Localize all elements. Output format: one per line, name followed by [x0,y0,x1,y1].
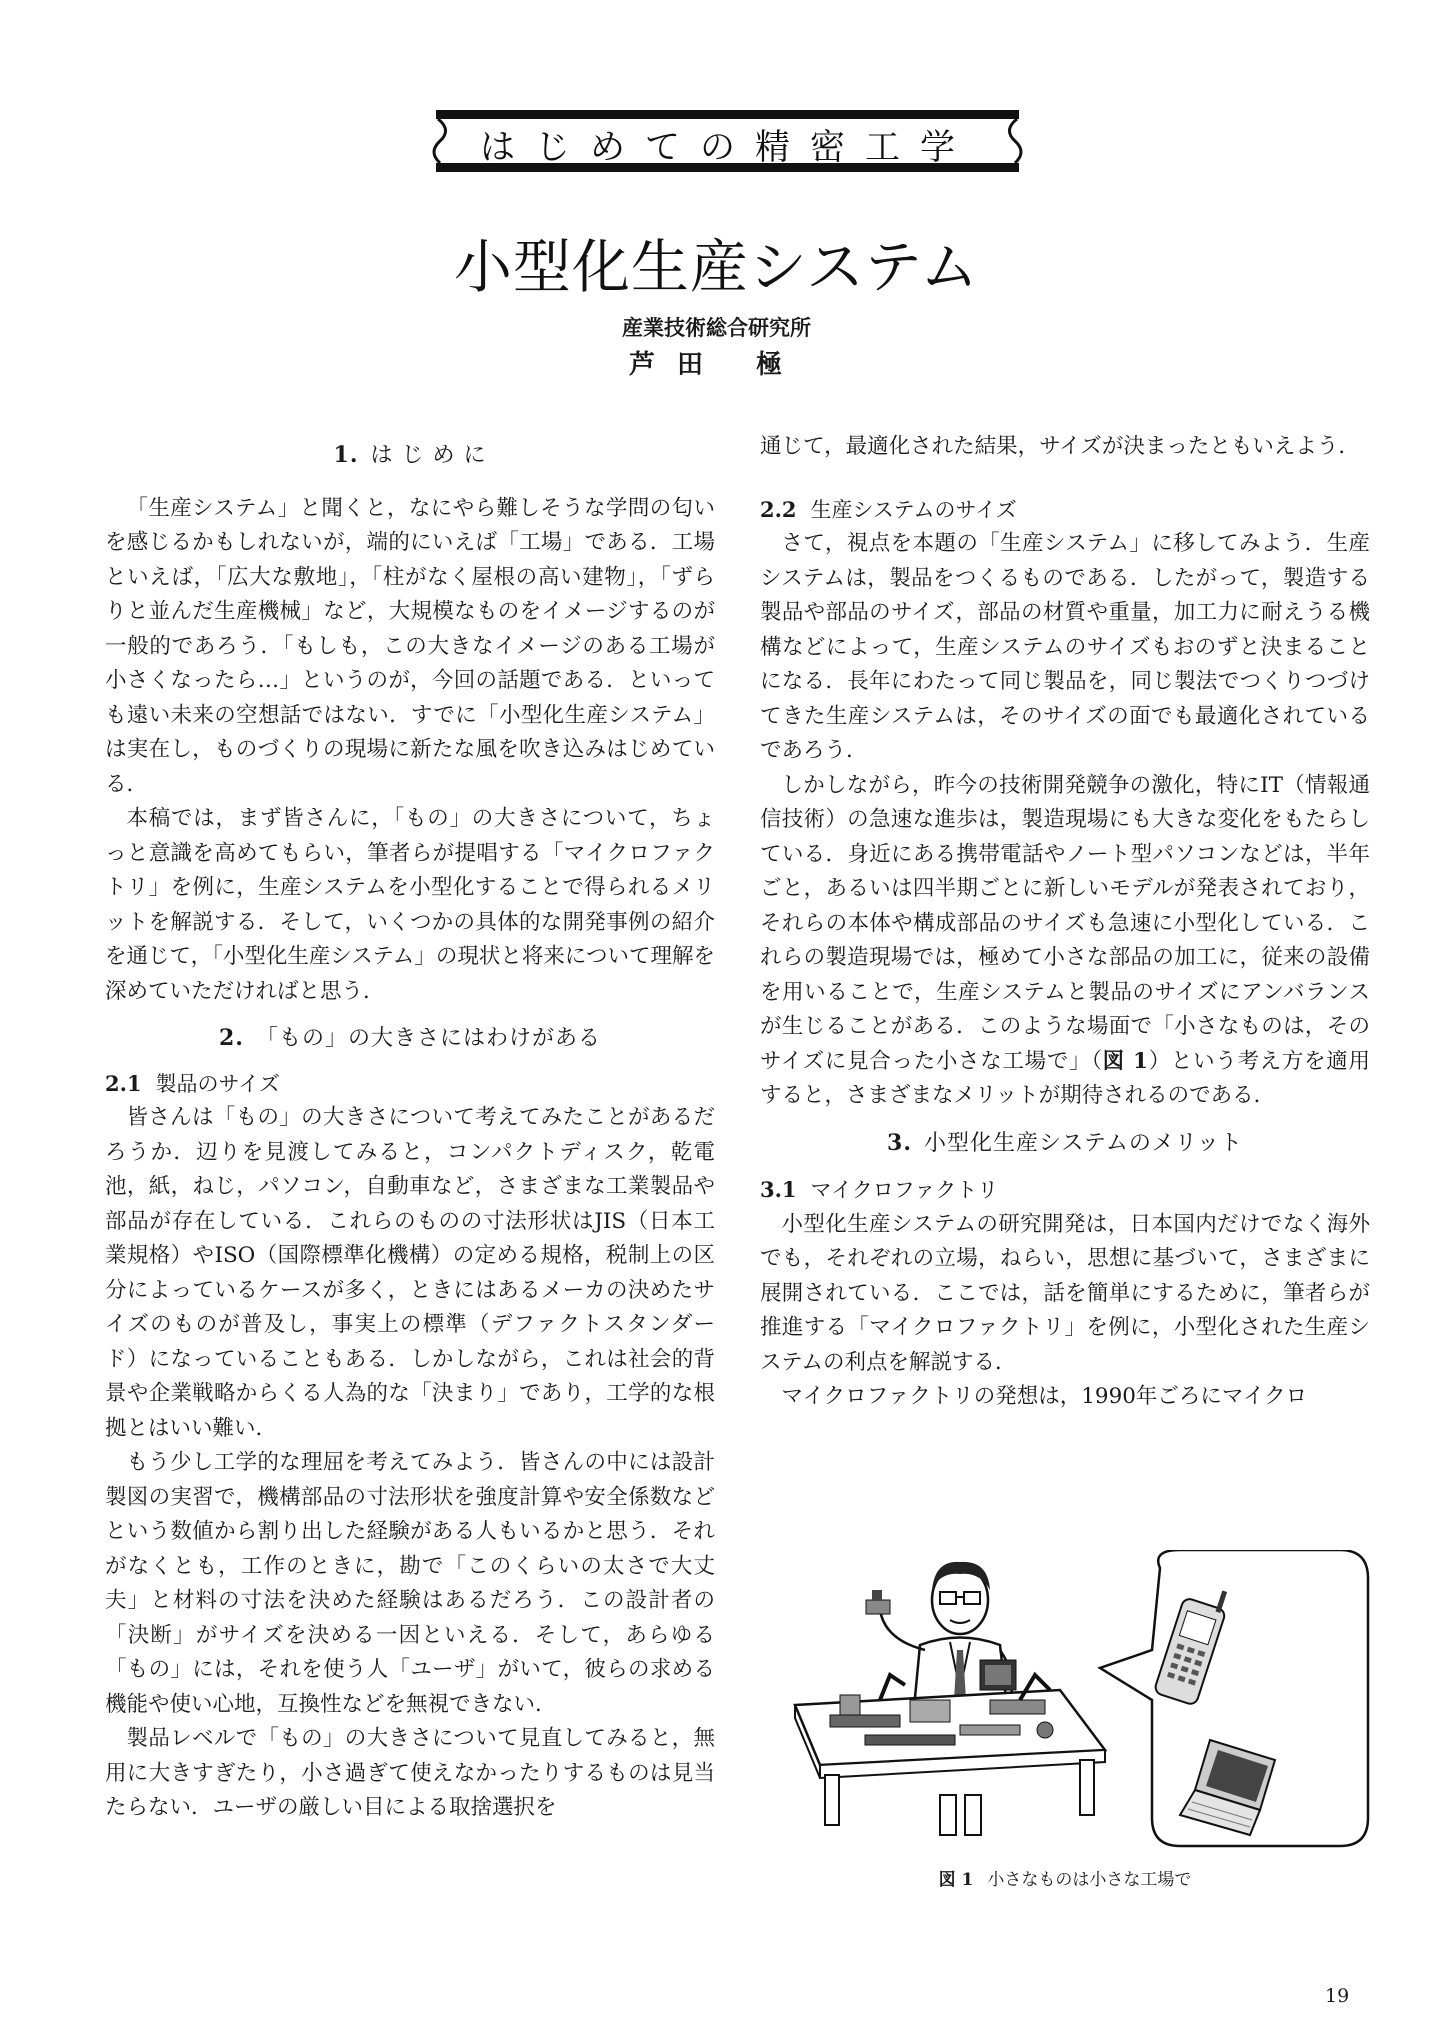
paragraph-text: ）という考え方を適用すると，さまざまなメリットが期待されるのである． [760,1048,1370,1108]
subsection-2-1-heading [105,1067,715,1102]
figure-label: 図 1 [938,1870,974,1890]
paragraph: マイクロファクトリの発想は，1990年ごろにマイクロ [781,1384,1308,1409]
paragraph [760,769,1370,1114]
section-3-heading [760,1126,1370,1162]
section-2-heading [105,1021,715,1057]
page-number: 19 [1325,1985,1350,2007]
paragraph: 通じて，最適化された結果，サイズが決まったともいえよう． [760,434,1360,459]
subsection-title: 製品のサイズ [155,1071,280,1096]
paragraph: 「生産システム」と聞くと，なにやら難しそうな学問の匂いを感じるかもしれないが，端的にいえば「工場」である．工場といえば，「広大な敷地」，「柱がなく屋根の高い建物」，「ずらりと並んだ生産機械」など，大規模なものをイメージするのが一般的であろう．「もしも，この大きなイメージのある工場が小さくなったら…」というのが，今回の話題である．といっても遠い未来の空想話ではない．すでに「小型化生産システム」は実在し，ものづくりの現場に新たな風を吹き込みはじめている． [105,495,715,797]
figure-caption-text: 小さなものは小さな工場で [987,1870,1192,1890]
paragraph: 皆さんは「もの」の大きさについて考えてみたことがあるだろうか．辺りを見渡してみると，コンパクトディスク，乾電池，紙，ねじ，パソコン，自動車など，さまざまな工業製品や部品が存在している．これらのものの寸法形状はJIS（日本工業規格）やISO（国際標準化機構）の定める規格，税制上の区分によっているケースが多く，ときにはあるメーカの決めたサイズのものが普及し，事実上の標準（デファクトスタンダード）になっていることもある．しかしながら，これは社会的背景や企業戦略からくる人為的な「決まり」であり，工学的な根拠とはいい難い． [105,1105,715,1441]
paragraph: もう少し工学的な理屈を考えてみよう．皆さんの中には設計製図の実習で，機構部品の寸法形状を強度計算や安全係数などという数値から割り出した経験がある人もいるかと思う．それがなくとも，工作のときに，勘で「このくらいの太さで大丈夫」と材料の寸法を決めた経験はあるだろう．この設計者の「決断」がサイズを決める一因といえる．そして，あらゆる「もの」には，それを使う人「ユーザ」がいて，彼らの求める機能や使い心地，互換性などを無視できない． [105,1450,715,1717]
section-title: 「もの」の大きさにはわけがある [255,1026,601,1051]
series-banner [430,108,1025,174]
figure-1-illustration [780,1550,1370,1850]
figure-drawing [780,1550,1370,1850]
paragraph: 製品レベルで「もの」の大きさについて見直してみると，無用に大きすぎたり，小さ過ぎて使えなかったりするものは見当たらない．ユーザの厳しい目による取捨選択を [105,1726,715,1820]
figure-caption [760,1865,1370,1890]
section-number: 2. [219,1025,244,1051]
subsection-number: 2.2 [760,496,797,522]
article-title: 小型化生産システム [453,233,980,301]
paragraph: 小型化生産システムの研究開発は，日本国内だけでなく海外でも，それぞれの立場，ねらい，思想に基づいて，さまざまに展開されている．ここでは，話を簡単にするために，筆者らが推進する「マイクロファクトリ」を例に，小型化された生産システムの利点を解説する． [760,1211,1370,1375]
section-1-heading [105,438,715,474]
author-name: 芦田 極 [628,350,805,380]
paragraph: 本稿では，まず皆さんに，「もの」の大きさについて，ちょっと意識を高めてもらい，筆者らが提唱する「マイクロファクトリ」を例に，生産システムを小型化することで得られるメリットを解説する．そして，いくつかの具体的な開発事例の紹介を通じて，「小型化生産システム」の現状と将来について理解を深めていただければと思う． [105,806,715,1004]
subsection-2-2-heading [760,493,1370,528]
section-number: 3. [887,1129,913,1156]
right-column [760,430,1370,1415]
subsection-3-1-heading [760,1173,1370,1208]
paragraph: さて，視点を本題の「生産システム」に移してみよう．生産システムは，製品をつくるものである．したがって，製造する製品や部品のサイズ，部品の材質や重量，加工力に耐えうる機構などによって，生産システムのサイズもおのずと決まることになる．長年にわたって同じ製品を，同じ製法でつくりつづけてきた生産システムは，そのサイズの面でも最適化されているであろう． [760,531,1370,763]
figure-reference: 図 1 [1102,1048,1149,1074]
subsection-title: マイクロファクトリ [810,1178,999,1202]
subsection-number: 2.1 [105,1070,142,1096]
paragraph-text: しかしながら，昨今の技術開発競争の激化，特にIT（情報通信技術）の急速な進歩は，製造現場にも大きな変化をもたらしている．身近にある携帯電話やノート型パソコンなどは，半年ごと，あるいは四半期ごとに新しいモデルが発表されており，それらの本体や構成部品のサイズも急速に小型化している．これらの製造現場では，極めて小さな部品の加工に，従来の設備を用いることで，生産システムと製品のサイズにアンバランスが生じることがある．このような場面で「小さなものは，そのサイズに見合った小さな工場で」（ [760,772,1370,1074]
subsection-number: 3.1 [760,1177,797,1202]
series-title: はじめての精密工学 [479,128,975,168]
section-number: 1. [333,442,359,468]
author-affiliation: 産業技術総合研究所 [622,315,811,340]
left-column [105,430,715,1826]
subsection-title: 生産システムのサイズ [810,497,1017,522]
section-title: は じ め に [370,443,487,468]
section-title: 小型化生産システムのメリット [924,1130,1243,1156]
